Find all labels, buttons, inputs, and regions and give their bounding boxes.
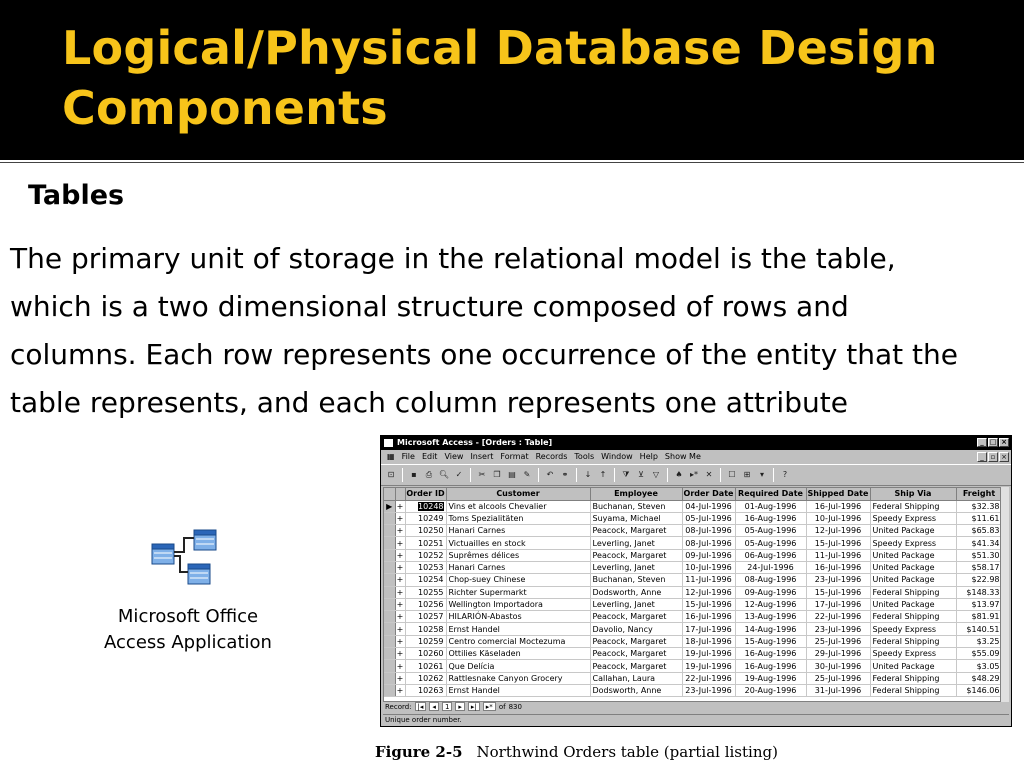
cell-order-date[interactable]: 08-Jul-1996 [682,537,735,549]
header-row [384,488,1001,500]
cell-ship-via[interactable]: Federal Shipping [870,635,956,647]
cell-order-date[interactable]: 15-Jul-1996 [682,598,735,610]
cell-employee[interactable]: Peacock, Margaret [590,660,682,672]
cell-shipped-date[interactable]: 31-Jul-1996 [806,684,870,696]
toolbar-separator [538,468,539,482]
toolbar-separator [402,468,403,482]
find-icon[interactable]: ♠ [675,470,683,479]
toolbar-separator [470,468,471,482]
cell-customer[interactable]: Rattlesnake Canyon Grocery [446,672,590,684]
cell-ship-via[interactable]: Federal Shipping [870,672,956,684]
cell-employee[interactable]: Peacock, Margaret [590,635,682,647]
cell-order-date[interactable]: 09-Jul-1996 [682,549,735,561]
print-icon[interactable]: ⎙ [425,470,433,479]
cell-shipped-date[interactable]: 22-Jul-1996 [806,611,870,623]
cell-employee[interactable]: Buchanan, Steven [590,500,682,512]
cell-customer[interactable]: Wellington Importadora [446,598,590,610]
format-painter-icon[interactable]: ✎ [523,470,531,479]
cell-order-date[interactable]: 16-Jul-1996 [682,611,735,623]
cell-ship-via[interactable]: United Package [870,660,956,672]
record-selector[interactable] [384,623,395,635]
cell-freight[interactable]: $140.51 [956,623,1001,635]
cell-shipped-date[interactable]: 12-Jul-1996 [806,525,870,537]
cell-employee[interactable]: Leverling, Janet [590,537,682,549]
toolbar [381,464,1011,486]
expand-subdatasheet-icon[interactable]: + [396,563,404,573]
record-selector[interactable] [384,525,395,537]
cell-customer[interactable]: Victuailles en stock [446,537,590,549]
cell-order-date[interactable]: 23-Jul-1996 [682,684,735,696]
grid-body [384,500,1001,697]
expand-subdatasheet-icon[interactable]: + [396,600,404,610]
orders-table [384,488,1001,697]
cell-ship-via[interactable]: Federal Shipping [870,611,956,623]
cell-ship-via[interactable]: United Package [870,598,956,610]
cell-ship-via[interactable]: Federal Shipping [870,684,956,696]
cell-order-id[interactable]: 10262 [405,672,446,684]
record-total: 830 [508,703,522,711]
cell-shipped-date[interactable]: 15-Jul-1996 [806,586,870,598]
cell-order-id[interactable]: 10252 [405,549,446,561]
cell-order-id[interactable]: 10253 [405,561,446,573]
sort-desc-icon[interactable]: ↑ [599,470,607,479]
cell-order-id[interactable]: 10249 [405,512,446,524]
figure-label: Figure 2-5 [375,743,463,761]
cell-employee[interactable]: Peacock, Margaret [590,611,682,623]
cell-freight[interactable]: $65.83 [956,525,1001,537]
col-header-ship-via[interactable]: Ship Via [870,488,956,500]
cell-customer[interactable]: Que Delícia [446,660,590,672]
cell-customer[interactable]: Hanari Carnes [446,561,590,573]
next-record-button[interactable]: ▸ [455,702,465,711]
cell-shipped-date[interactable]: 17-Jul-1996 [806,598,870,610]
record-navigator [383,702,1001,712]
cell-required-date[interactable]: 05-Aug-1996 [735,525,806,537]
cell-order-id[interactable]: 10255 [405,586,446,598]
record-selector[interactable] [384,512,395,524]
cell-order-date[interactable]: 10-Jul-1996 [682,561,735,573]
toolbar-separator [614,468,615,482]
expand-subdatasheet-icon[interactable]: + [396,649,404,659]
view-icon[interactable]: ⊡ [387,470,395,479]
datasheet-grid[interactable] [383,487,1001,702]
cell-order-id[interactable]: 10259 [405,635,446,647]
cell-employee[interactable]: Peacock, Margaret [590,648,682,660]
cell-ship-via[interactable]: United Package [870,574,956,586]
select-all-cell[interactable] [384,488,395,500]
cell-ship-via[interactable]: Federal Shipping [870,586,956,598]
expand-subdatasheet-icon[interactable]: + [396,526,404,536]
figure-caption-text: Northwind Orders table (partial listing) [476,743,778,761]
last-record-button[interactable]: ▸| [468,702,480,711]
cell-freight[interactable]: $81.91 [956,611,1001,623]
expand-subdatasheet-icon[interactable]: + [396,550,404,560]
help-icon[interactable]: ? [782,470,788,479]
cell-shipped-date[interactable]: 25-Jul-1996 [806,635,870,647]
cell-customer[interactable]: Vins et alcools Chevalier [446,500,590,512]
record-selector[interactable] [384,660,395,672]
maximize-button[interactable]: □ [989,438,997,446]
cell-shipped-date[interactable]: 29-Jul-1996 [806,648,870,660]
expand-subdatasheet-icon[interactable]: + [396,624,404,634]
table-row[interactable] [384,635,1001,647]
cell-freight[interactable]: $146.06 [956,684,1001,696]
table-row[interactable] [384,611,1001,623]
menu-bar [381,450,1011,464]
menu-show-me[interactable]: Show Me [664,452,701,461]
toolbar-separator [720,468,721,482]
col-header-employee[interactable]: Employee [590,488,682,500]
cell-freight[interactable]: $41.34 [956,537,1001,549]
app-caption [78,604,298,656]
table-row[interactable] [384,660,1001,672]
table-row[interactable] [384,648,1001,660]
save-icon[interactable]: ▪ [411,470,417,479]
delete-record-icon[interactable]: ✕ [705,470,713,479]
cell-order-id[interactable]: 10263 [405,684,446,696]
col-header-order-date[interactable]: Order Date [682,488,735,500]
window-title: Microsoft Access - [Orders : Table] [397,438,553,447]
cell-customer[interactable]: Hanari Carnes [446,525,590,537]
properties-icon[interactable]: ☐ [728,470,736,479]
copy-icon[interactable]: ❐ [493,470,501,479]
cell-ship-via[interactable]: United Package [870,525,956,537]
cell-ship-via[interactable]: Speedy Express [870,648,956,660]
cell-ship-via[interactable]: United Package [870,549,956,561]
cell-order-date[interactable]: 19-Jul-1996 [682,660,735,672]
expand-subdatasheet-icon[interactable]: + [396,673,404,683]
cell-order-date[interactable]: 05-Jul-1996 [682,512,735,524]
cell-required-date[interactable]: 12-Aug-1996 [735,598,806,610]
cell-order-id[interactable]: 10256 [405,598,446,610]
cell-shipped-date[interactable]: 16-Jul-1996 [806,500,870,512]
cell-customer[interactable]: Richter Supermarkt [446,586,590,598]
cell-freight[interactable]: $13.97 [956,598,1001,610]
doc-restore-button[interactable]: ▫ [988,452,998,462]
cell-freight[interactable]: $148.33 [956,586,1001,598]
expand-subdatasheet-icon[interactable]: + [396,575,404,585]
toolbar-separator [576,468,577,482]
expand-header-cell [395,488,405,500]
menu-tools[interactable]: Tools [574,452,595,461]
vertical-scrollbar[interactable] [1000,487,1009,702]
cell-shipped-date[interactable]: 25-Jul-1996 [806,672,870,684]
cell-employee[interactable]: Peacock, Margaret [590,549,682,561]
cell-employee[interactable]: Dodsworth, Anne [590,684,682,696]
access-window [380,435,1012,727]
toolbar-separator [667,468,668,482]
spelling-icon[interactable]: ✓ [455,470,463,479]
cell-order-id[interactable]: 10251 [405,537,446,549]
cell-shipped-date[interactable]: 10-Jul-1996 [806,512,870,524]
cell-order-id[interactable] [405,500,446,512]
menu-view[interactable]: View [444,452,464,461]
sort-asc-icon[interactable]: ↓ [584,470,592,479]
cell-required-date[interactable]: 24-Jul-1996 [735,561,806,573]
cell-employee[interactable]: Callahan, Laura [590,672,682,684]
cell-order-id[interactable]: 10254 [405,574,446,586]
toolbar-separator [773,468,774,482]
table-row[interactable] [384,684,1001,696]
cell-shipped-date[interactable]: 23-Jul-1996 [806,574,870,586]
cell-order-date[interactable]: 11-Jul-1996 [682,574,735,586]
col-header-freight[interactable]: Freight [956,488,1001,500]
col-header-order-id[interactable]: Order ID [405,488,446,500]
record-selector[interactable] [384,537,395,549]
database-window-icon[interactable]: ⊞ [743,470,751,479]
cell-customer[interactable]: Suprêmes délices [446,549,590,561]
new-record-button[interactable]: ▸* [483,702,496,711]
menu-doc-icon[interactable]: ▦ [387,452,395,461]
cell-employee[interactable]: Buchanan, Steven [590,574,682,586]
cell-customer[interactable]: Ottilies Käseladen [446,648,590,660]
app-caption-line2: Access Application [104,632,272,653]
doc-close-button[interactable]: × [999,452,1009,462]
filter-selection-icon[interactable]: ⧩ [622,470,630,479]
cell-freight[interactable]: $55.09 [956,648,1001,660]
cell-order-date[interactable]: 04-Jul-1996 [682,500,735,512]
expand-subdatasheet-icon[interactable]: + [396,636,404,646]
cell-required-date[interactable]: 13-Aug-1996 [735,611,806,623]
new-object-icon[interactable]: ▾ [759,470,764,479]
cell-order-date[interactable]: 22-Jul-1996 [682,672,735,684]
cell-customer[interactable]: HILARIÓN-Abastos [446,611,590,623]
cell-ship-via[interactable]: Speedy Express [870,623,956,635]
cell-order-date[interactable]: 17-Jul-1996 [682,623,735,635]
table-row[interactable] [384,500,1001,512]
status-bar: Unique order number. [383,714,1009,726]
cell-required-date[interactable]: 15-Aug-1996 [735,635,806,647]
cell-shipped-date[interactable]: 23-Jul-1996 [806,623,870,635]
preview-icon[interactable]: 🔍︎ [438,470,450,479]
cell-required-date[interactable]: 08-Aug-1996 [735,574,806,586]
active-cell-text: 10248 [418,501,444,511]
window-title-bar[interactable] [381,436,1011,450]
cell-required-date[interactable]: 06-Aug-1996 [735,549,806,561]
table-row[interactable] [384,525,1001,537]
record-selector[interactable] [384,635,395,647]
record-selector[interactable] [384,611,395,623]
record-number-field[interactable]: 1 [442,702,452,711]
expand-subdatasheet-icon[interactable]: + [396,661,404,671]
cell-customer[interactable]: Ernst Handel [446,684,590,696]
cell-ship-via[interactable]: United Package [870,561,956,573]
app-caption-line1: Microsoft Office [117,606,259,627]
cell-order-date[interactable]: 12-Jul-1996 [682,586,735,598]
cell-ship-via[interactable]: Federal Shipping [870,500,956,512]
cell-required-date[interactable]: 20-Aug-1996 [735,684,806,696]
cell-order-date[interactable]: 18-Jul-1996 [682,635,735,647]
cell-ship-via[interactable]: Speedy Express [870,537,956,549]
hyperlink-icon[interactable]: ⚭ [561,470,569,479]
filter-form-icon[interactable]: ⊻ [638,470,644,479]
cell-customer[interactable]: Chop-suey Chinese [446,574,590,586]
cell-order-id[interactable]: 10257 [405,611,446,623]
cell-freight[interactable]: $11.61 [956,512,1001,524]
cell-employee[interactable]: Leverling, Janet [590,561,682,573]
title-divider [0,160,1024,163]
access-tables-icon [150,528,222,592]
table-row[interactable] [384,537,1001,549]
cell-required-date[interactable]: 19-Aug-1996 [735,672,806,684]
expand-subdatasheet-icon[interactable]: + [396,612,404,622]
cell-shipped-date[interactable]: 30-Jul-1996 [806,660,870,672]
table-row[interactable] [384,672,1001,684]
col-header-shipped-date[interactable]: Shipped Date [806,488,870,500]
record-of-label: of [498,703,506,711]
slide-title: Logical/Physical Database Design Components [62,21,938,135]
cell-order-id[interactable]: 10250 [405,525,446,537]
cell-employee[interactable]: Leverling, Janet [590,598,682,610]
minimize-button[interactable]: _ [977,438,987,447]
record-selector[interactable] [384,574,395,586]
cell-freight[interactable]: $22.98 [956,574,1001,586]
record-selector[interactable] [384,561,395,573]
cell-required-date[interactable]: 16-Aug-1996 [735,660,806,672]
cell-freight[interactable]: $3.05 [956,660,1001,672]
cell-required-date[interactable]: 01-Aug-1996 [735,500,806,512]
table-row[interactable] [384,549,1001,561]
expand-subdatasheet-icon[interactable]: + [396,501,404,511]
menu-format[interactable]: Format [500,452,529,461]
col-header-required-date[interactable]: Required Date [735,488,806,500]
col-header-customer[interactable]: Customer [446,488,590,500]
record-selector[interactable] [384,672,395,684]
menu-insert[interactable]: Insert [470,452,494,461]
menu-window[interactable]: Window [601,452,633,461]
menu-help[interactable]: Help [639,452,658,461]
new-record-icon[interactable]: ▸* [689,470,698,479]
cell-freight[interactable]: $3.25 [956,635,1001,647]
current-record-selector[interactable]: ▶ [384,500,395,512]
cell-order-date[interactable]: 08-Jul-1996 [682,525,735,537]
cell-freight[interactable]: $32.38 [956,500,1001,512]
body-paragraph: The primary unit of storage in the relational model is the table, which is a two dimensional structure composed of rows and columns. Each row represents one occurrence of the entity that the table represents, and each column represents one attribute [10,242,958,419]
cut-icon[interactable]: ✂ [478,470,486,479]
table-row[interactable] [384,623,1001,635]
cell-customer[interactable]: Toms Spezialitäten [446,512,590,524]
record-selector[interactable] [384,549,395,561]
record-selector[interactable] [384,648,395,660]
cell-employee[interactable]: Davolio, Nancy [590,623,682,635]
doc-minimize-button[interactable]: _ [977,452,987,462]
table-row[interactable] [384,574,1001,586]
paste-icon[interactable]: ▤ [508,470,516,479]
expand-subdatasheet-icon[interactable]: + [396,686,404,696]
menu-records[interactable]: Records [535,452,568,461]
expand-subdatasheet-icon[interactable]: + [396,513,404,523]
cell-customer[interactable]: Centro comercial Moctezuma [446,635,590,647]
expand-subdatasheet-icon[interactable]: + [396,587,404,597]
table-row[interactable] [384,586,1001,598]
table-row[interactable] [384,598,1001,610]
prev-record-button[interactable]: ◂ [429,702,439,711]
app-menu-icon[interactable] [384,439,393,447]
cell-required-date[interactable]: 16-Aug-1996 [735,512,806,524]
record-selector[interactable] [384,586,395,598]
undo-icon[interactable]: ↶ [546,470,554,479]
cell-order-id[interactable]: 10258 [405,623,446,635]
cell-shipped-date[interactable]: 15-Jul-1996 [806,537,870,549]
record-label: Record: [385,703,412,711]
expand-subdatasheet-icon[interactable]: + [396,538,404,548]
figure-caption [375,743,778,761]
cell-employee[interactable]: Peacock, Margaret [590,525,682,537]
table-row[interactable] [384,512,1001,524]
cell-ship-via[interactable]: Speedy Express [870,512,956,524]
first-record-button[interactable]: |◂ [415,702,427,711]
cell-order-id[interactable]: 10260 [405,648,446,660]
cell-required-date[interactable]: 09-Aug-1996 [735,586,806,598]
cell-shipped-date[interactable]: 16-Jul-1996 [806,561,870,573]
menu-edit[interactable]: Edit [421,452,438,461]
record-selector[interactable] [384,598,395,610]
record-selector[interactable] [384,684,395,696]
cell-required-date[interactable]: 05-Aug-1996 [735,537,806,549]
table-row[interactable] [384,561,1001,573]
cell-freight[interactable]: $51.30 [956,549,1001,561]
cell-required-date[interactable]: 16-Aug-1996 [735,648,806,660]
apply-filter-icon[interactable]: ▽ [652,470,660,479]
cell-shipped-date[interactable]: 11-Jul-1996 [806,549,870,561]
cell-freight[interactable]: $48.29 [956,672,1001,684]
cell-required-date[interactable]: 14-Aug-1996 [735,623,806,635]
menu-file[interactable]: File [401,452,415,461]
cell-freight[interactable]: $58.17 [956,561,1001,573]
cell-order-date[interactable]: 19-Jul-1996 [682,648,735,660]
section-heading: Tables [28,180,125,211]
cell-employee[interactable]: Dodsworth, Anne [590,586,682,598]
cell-order-id[interactable]: 10261 [405,660,446,672]
cell-employee[interactable]: Suyama, Michael [590,512,682,524]
close-button[interactable]: × [999,438,1009,447]
cell-customer[interactable]: Ernst Handel [446,623,590,635]
